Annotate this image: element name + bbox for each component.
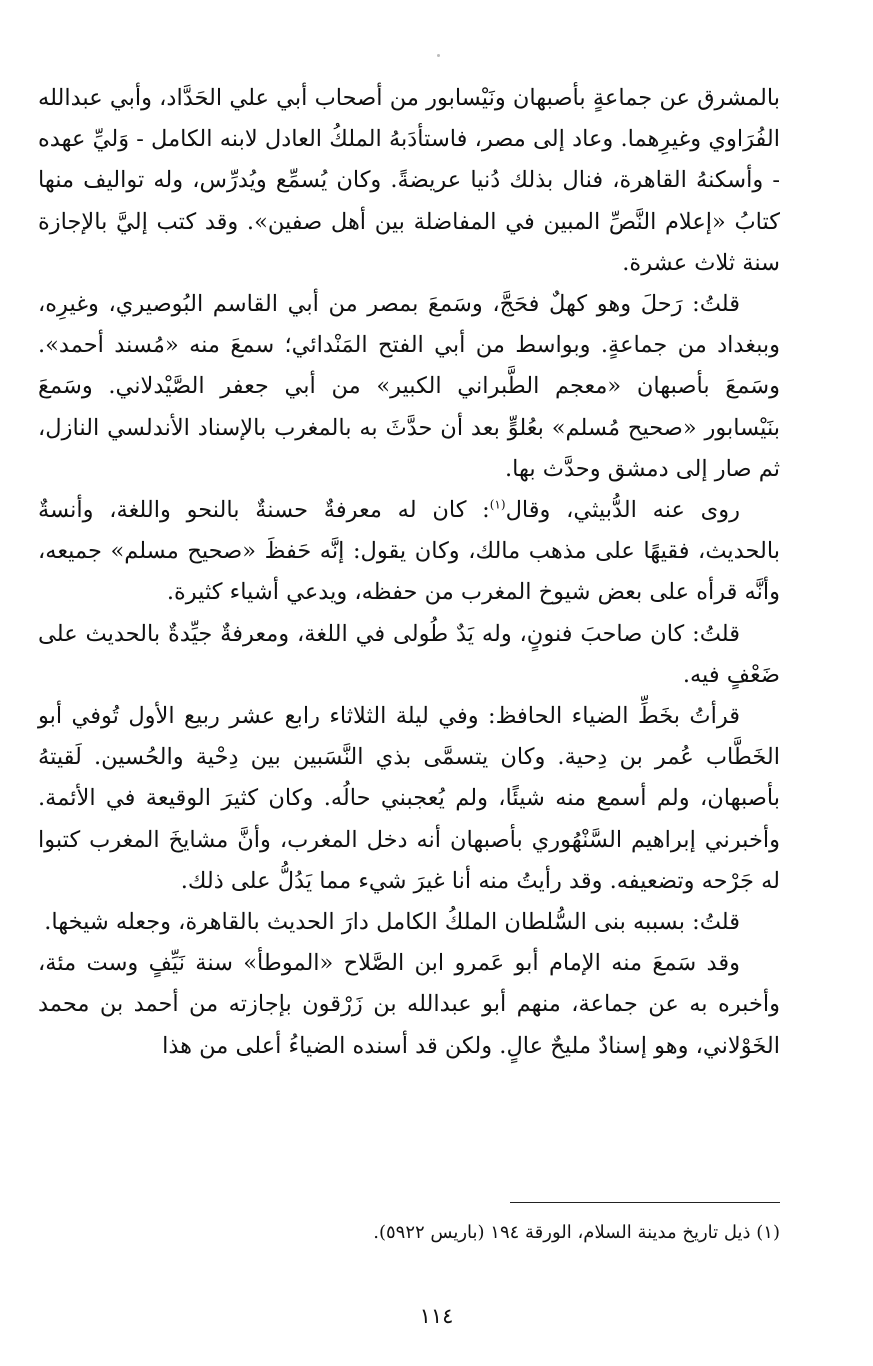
footnote: (١) ذيل تاريخ مدينة السلام، الورقة ١٩٤ (باريس ٥٩٢٢). — [373, 1222, 780, 1243]
footnote-divider — [510, 1202, 780, 1203]
paragraph-3-rest: : كان له معرفةٌ حسنةٌ بالنحو واللغة، وأنسةٌ بالحديث، فقيهًا على مذهب مالك، وكان يقول: إنَّه حَفظَ «صحيح مسلم» جميعه، وأنَّه قرأه على بعض شيوخ المغرب من حفظه، ويدعي أشياء كثيرة. — [38, 497, 780, 606]
page-number: ١١٤ — [419, 1304, 454, 1328]
paragraph-2: قلتُ: رَحلَ وهو كهلٌ فحَجَّ، وسَمعَ بمصر من أبي القاسم البُوصيري، وغيرِه، وببغداد من جماعةٍ. وبواسط من أبي الفتح المَنْدائي؛ سمعَ منه «مُسند أحمد». وسَمعَ بأصبهان «معجم الطَّبراني الكبير» من أبي جعفر الصَّيْدلاني. وسَمعَ بنَيْسابور «صحيح مُسلم» بعُلوٍّ بعد أن حدَّثَ به بالمغرب بالإسناد الأندلسي النازل، ثم صار إلى دمشق وحدَّث بها. — [38, 291, 780, 482]
paragraph-6: قلتُ: بسببه بنى السُّلطان الملكُ الكامل دارَ الحديث بالقاهرة، وجعله شيخها. — [44, 909, 740, 936]
paragraph-7: وقد سَمعَ منه الإمام أبو عَمرو ابن الصَّلاح «الموطأ» سنة نَيِّفٍ وست مئة، وأخبره به عن جماعة، منهم أبو عبدالله بن زَرْقون بإجازته من أحمد بن محمد الخَوْلاني، وهو إسنادٌ مليحٌ عالٍ. ولكن قد أسنده الضياءُ أعلى من هذا — [38, 950, 780, 1059]
paragraph-3-start: روى عنه الدُّبيثي، وقال — [505, 497, 740, 524]
page-body — [38, 78, 780, 1067]
paragraph-5: قرأتُ بخَطِّ الضياء الحافظ: وفي ليلة الثلاثاء رابع عشر ربيع الأول تُوفي أبو الخَطَّاب عُمر بن دِحية. وكان يتسمَّى بذي النَّسَبين بين دِحْية والحُسين. لَقيتهُ بأصبهان، ولم أسمع منه شيئًا، ولم يُعجبني حالُه. وكان كثيرَ الوقيعة في الأئمة. وأخبرني إبراهيم السَّنْهُوري بأصبهان أنه دخل المغرب، وأنَّ مشايخَ المغرب كتبوا له جَرْحه وتضعيفه. وقد رأيتُ منه أنا غيرَ شيء مما يَدُلُّ على ذلك. — [38, 703, 780, 894]
footnote-reference[interactable]: (١) — [489, 497, 506, 512]
paragraph-3 — [38, 490, 780, 614]
paragraph-1: بالمشرق عن جماعةٍ بأصبهان ونَيْسابور من أصحاب أبي علي الحَدَّاد، وأبي عبدالله الفُرَاوي وغيرِهما. وعاد إلى مصر، فاستأدَبهُ الملكُ العادل لابنه الكامل - وَليِّ عهده - وأسكنهُ القاهرة، فنال بذلك دُنيا عريضةً. وكان يُسمِّع ويُدرِّس، وله تواليف منها كتابُ «إعلام النَّصِّ المبين في المفاضلة بين أهل صفين». وقد كتب إليَّ بالإجازة سنة ثلاث عشرة. — [38, 85, 780, 276]
paragraph-4: قلتُ: كان صاحبَ فنونٍ، وله يَدٌ طُولى في اللغة، ومعرفةٌ جيِّدةٌ بالحديث على ضَعْفٍ فيه. — [38, 620, 780, 688]
page-speck — [437, 54, 440, 57]
